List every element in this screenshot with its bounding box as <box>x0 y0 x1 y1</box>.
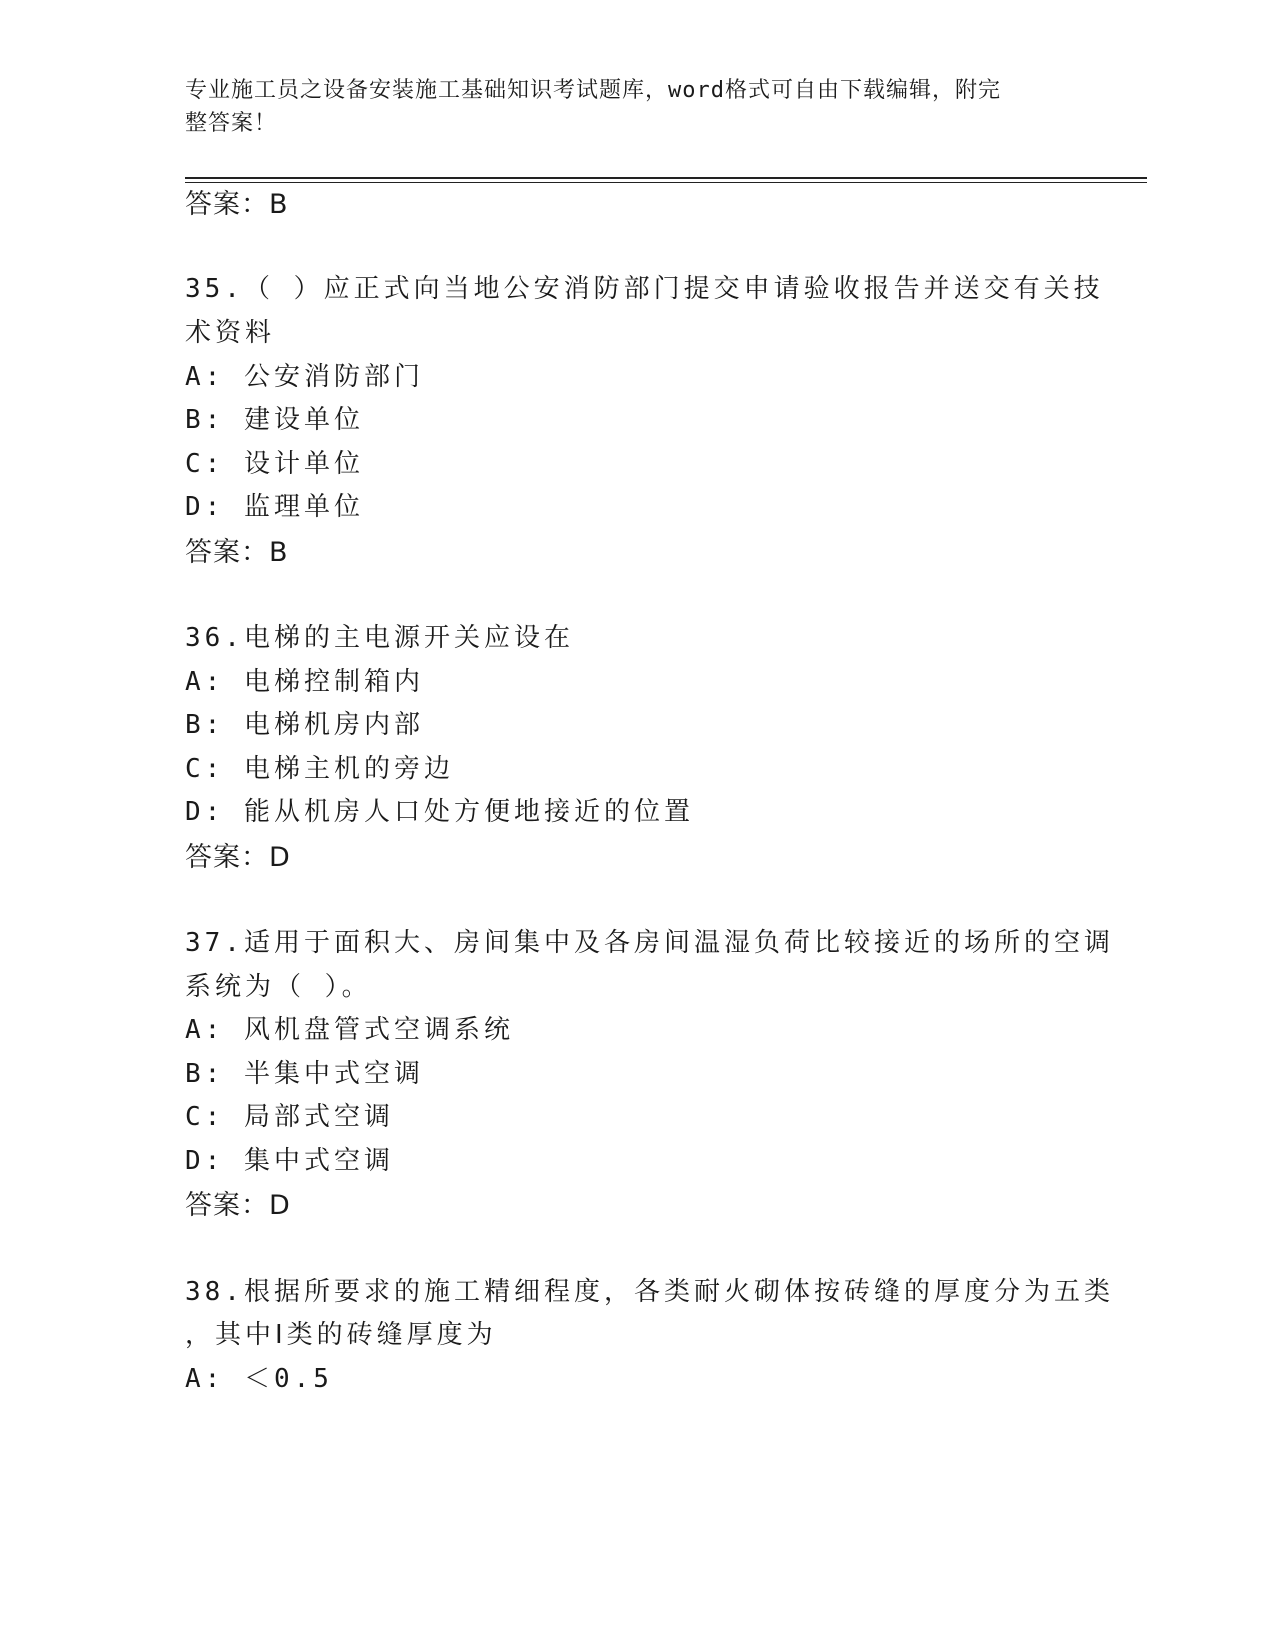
question-35-option-c: C: 设计单位 <box>185 449 364 479</box>
header-line-2: 整答案！ <box>185 111 278 136</box>
question-36-option-c: C: 电梯主机的旁边 <box>185 754 454 784</box>
document-header <box>185 74 1065 140</box>
answer-prev: 答案：B <box>185 189 289 220</box>
question-38-option-a: A: ＜0.5 <box>185 1364 333 1394</box>
header-line-1: 专业施工员之设备安装施工基础知识考试题库，word格式可自由下载编辑，附完 <box>185 78 1001 103</box>
question-37-option-c: C: 局部式空调 <box>185 1102 394 1132</box>
question-37-option-a: A: 风机盘管式空调系统 <box>185 1015 514 1045</box>
question-36-option-a: A: 电梯控制箱内 <box>185 667 424 697</box>
question-37-stem-1: 37.适用于面积大、房间集中及各房间温湿负荷比较接近的场所的空调 <box>185 928 1114 958</box>
question-35-stem-2: 术资料 <box>185 318 276 348</box>
question-38-stem-1: 38.根据所要求的施工精细程度，各类耐火砌体按砖缝的厚度分为五类 <box>185 1277 1114 1307</box>
question-35-stem-1: 35.（ ）应正式向当地公安消防部门提交申请验收报告并送交有关技 <box>185 274 1104 304</box>
question-35-option-b: B: 建设单位 <box>185 405 364 435</box>
header-divider-thin <box>185 182 1147 183</box>
question-37-option-b: B: 半集中式空调 <box>185 1059 424 1089</box>
question-35-option-a: A: 公安消防部门 <box>185 362 424 392</box>
question-35-answer: 答案：B <box>185 537 289 568</box>
question-37-option-d: D: 集中式空调 <box>185 1146 394 1176</box>
question-37-answer: 答案：D <box>185 1190 291 1221</box>
header-divider-thick <box>185 177 1147 179</box>
question-36-option-b: B: 电梯机房内部 <box>185 710 424 740</box>
question-35-option-d: D: 监理单位 <box>185 492 364 522</box>
question-37-stem-2: 系统为（ ）。 <box>185 972 372 1002</box>
question-36-stem-1: 36.电梯的主电源开关应设在 <box>185 623 574 653</box>
question-38-stem-2: ，其中Ⅰ类的砖缝厚度为 <box>185 1320 497 1350</box>
question-36-answer: 答案：D <box>185 842 291 873</box>
question-36-option-d: D: 能从机房人口处方便地接近的位置 <box>185 797 694 827</box>
